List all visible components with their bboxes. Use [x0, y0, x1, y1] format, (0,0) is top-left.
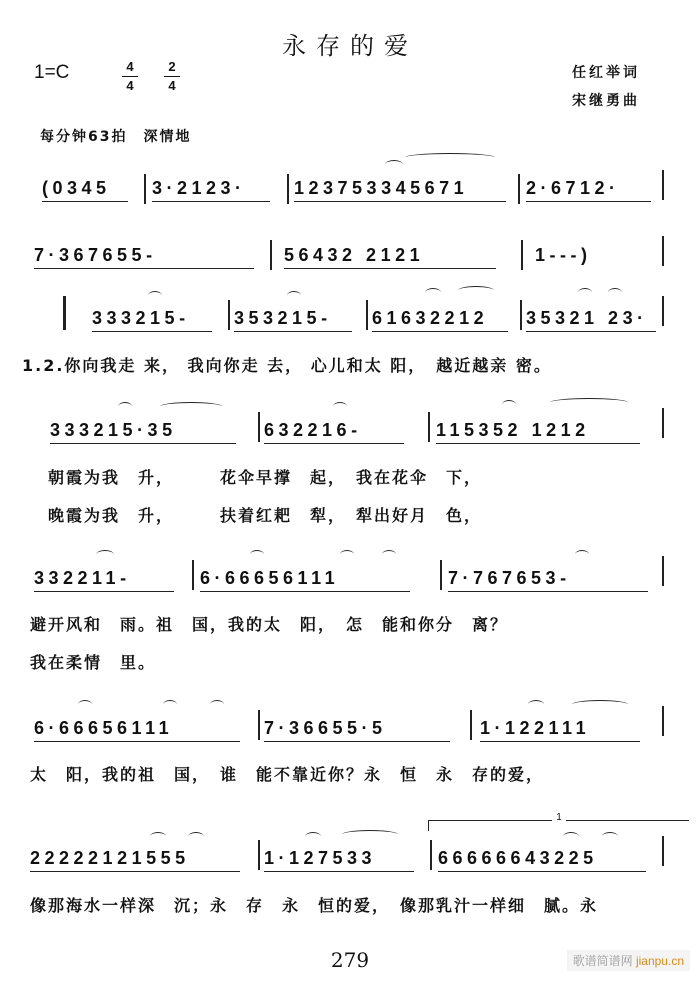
slur — [342, 830, 398, 839]
measure: 115352 1212 — [436, 420, 640, 444]
tie — [250, 550, 264, 559]
measure: (0345 — [42, 178, 128, 202]
measure: 2·6712· — [526, 178, 651, 202]
page-number: 279 — [330, 948, 370, 972]
barline — [440, 560, 442, 590]
measure: 6·66656111 — [34, 718, 240, 742]
lyric-line: 我在柔情 里。 — [30, 653, 157, 672]
barline — [662, 408, 664, 438]
measure: 7·36655·5 — [264, 718, 450, 742]
time-signature-2-4 — [164, 58, 180, 95]
first-ending-bracket — [428, 812, 689, 831]
tie — [96, 550, 114, 559]
tie — [602, 832, 618, 841]
tempo-marking: 每分钟63拍 深情地 — [40, 129, 192, 145]
measure: 7·767653- — [448, 568, 648, 592]
measure: 123753345671 — [294, 178, 506, 202]
barline — [520, 300, 522, 330]
measure: 333215- — [92, 308, 212, 332]
lyric-line: 避开风和 雨。祖 国，我的太 阳， 怎 能和你分 离？ — [30, 615, 509, 634]
measure: 353215- — [234, 308, 352, 332]
slur — [160, 402, 222, 411]
barline — [662, 296, 664, 326]
barline — [228, 300, 230, 330]
slur — [458, 286, 494, 295]
watermark-text: 歌谱简谱网 — [572, 954, 633, 968]
barline — [662, 706, 664, 736]
measure: 333215·35 — [50, 420, 236, 444]
tie — [425, 288, 441, 297]
measure: 3·2123· — [152, 178, 270, 202]
measure: 61632212 — [372, 308, 508, 332]
tie — [118, 402, 132, 411]
lyric-line: 朝霞为我 升， 花伞早撑 起， 我在花伞 下， — [48, 468, 483, 487]
lyric-line: 太 阳，我的祖 国， 谁 能不靠近你？永 恒 永 存的爱， — [30, 765, 545, 784]
barline — [258, 710, 260, 740]
ts-bottom: 4 — [122, 76, 138, 95]
key-signature: 1=C — [34, 62, 70, 83]
tie — [340, 550, 354, 559]
barline — [144, 174, 146, 204]
ts-top: 4 — [126, 59, 134, 74]
tie — [528, 700, 544, 709]
volta-label: 1 — [552, 812, 566, 823]
tie — [382, 550, 396, 559]
measure: 35321 23· — [526, 308, 656, 332]
lyricist: 任红举词 — [572, 65, 640, 81]
measure: 1·127533 — [264, 848, 414, 872]
barline — [270, 240, 272, 270]
measure: 7·367655- — [34, 245, 254, 269]
measure: 66666643225 — [438, 848, 646, 872]
song-title: 永存的爱 — [282, 32, 418, 60]
barline — [258, 412, 260, 442]
tie — [163, 700, 177, 709]
tie — [333, 402, 347, 411]
time-signature-4-4 — [122, 58, 138, 95]
tie — [188, 832, 204, 841]
barline — [518, 174, 520, 204]
tie — [305, 832, 321, 841]
tie — [78, 700, 92, 709]
watermark-url: jianpu.cn — [635, 954, 684, 968]
repeat-start-barline — [63, 296, 66, 330]
slur — [550, 398, 628, 407]
barline — [192, 560, 194, 590]
composer: 宋继勇曲 — [572, 93, 640, 109]
lyric-line: 1.2.你向我走 来， 我向你走 去， 心儿和太 阳， 越近越亲 密。 — [22, 356, 552, 375]
measure: 1·122111 — [480, 718, 640, 742]
lyric-line: 像那海水一样深 沉；永 存 永 恒的爱， 像那乳汁一样细 腻。永 — [30, 896, 599, 915]
barline — [662, 236, 664, 266]
slur — [405, 153, 495, 162]
slur — [572, 700, 628, 709]
barline — [662, 556, 664, 586]
ts-bottom: 4 — [164, 76, 180, 95]
tie — [575, 550, 589, 559]
barline — [287, 174, 289, 204]
measure: 632216- — [264, 420, 404, 444]
measure: 1---) — [535, 245, 592, 265]
tie — [150, 832, 166, 841]
barline — [662, 836, 664, 866]
tie — [608, 288, 622, 297]
measure: 56432 2121 — [284, 245, 496, 269]
barline — [470, 710, 472, 740]
watermark — [567, 950, 690, 971]
measure: 6·66656111 — [200, 568, 410, 592]
lyric-line: 晚霞为我 升， 扶着红耙 犁， 犁出好月 色， — [48, 506, 483, 525]
tie — [210, 700, 224, 709]
barline — [258, 840, 260, 870]
measure: 332211- — [34, 568, 174, 592]
measure: 22222121555 — [30, 848, 240, 872]
ts-top: 2 — [168, 59, 176, 74]
barline — [521, 240, 523, 270]
tie — [385, 160, 403, 169]
tie — [563, 832, 579, 841]
barline — [366, 300, 368, 330]
barline — [662, 170, 664, 200]
barline — [430, 840, 432, 870]
tie — [578, 288, 592, 297]
tie — [287, 291, 301, 300]
barline — [428, 412, 430, 442]
tie — [502, 400, 516, 409]
tie — [148, 291, 162, 300]
